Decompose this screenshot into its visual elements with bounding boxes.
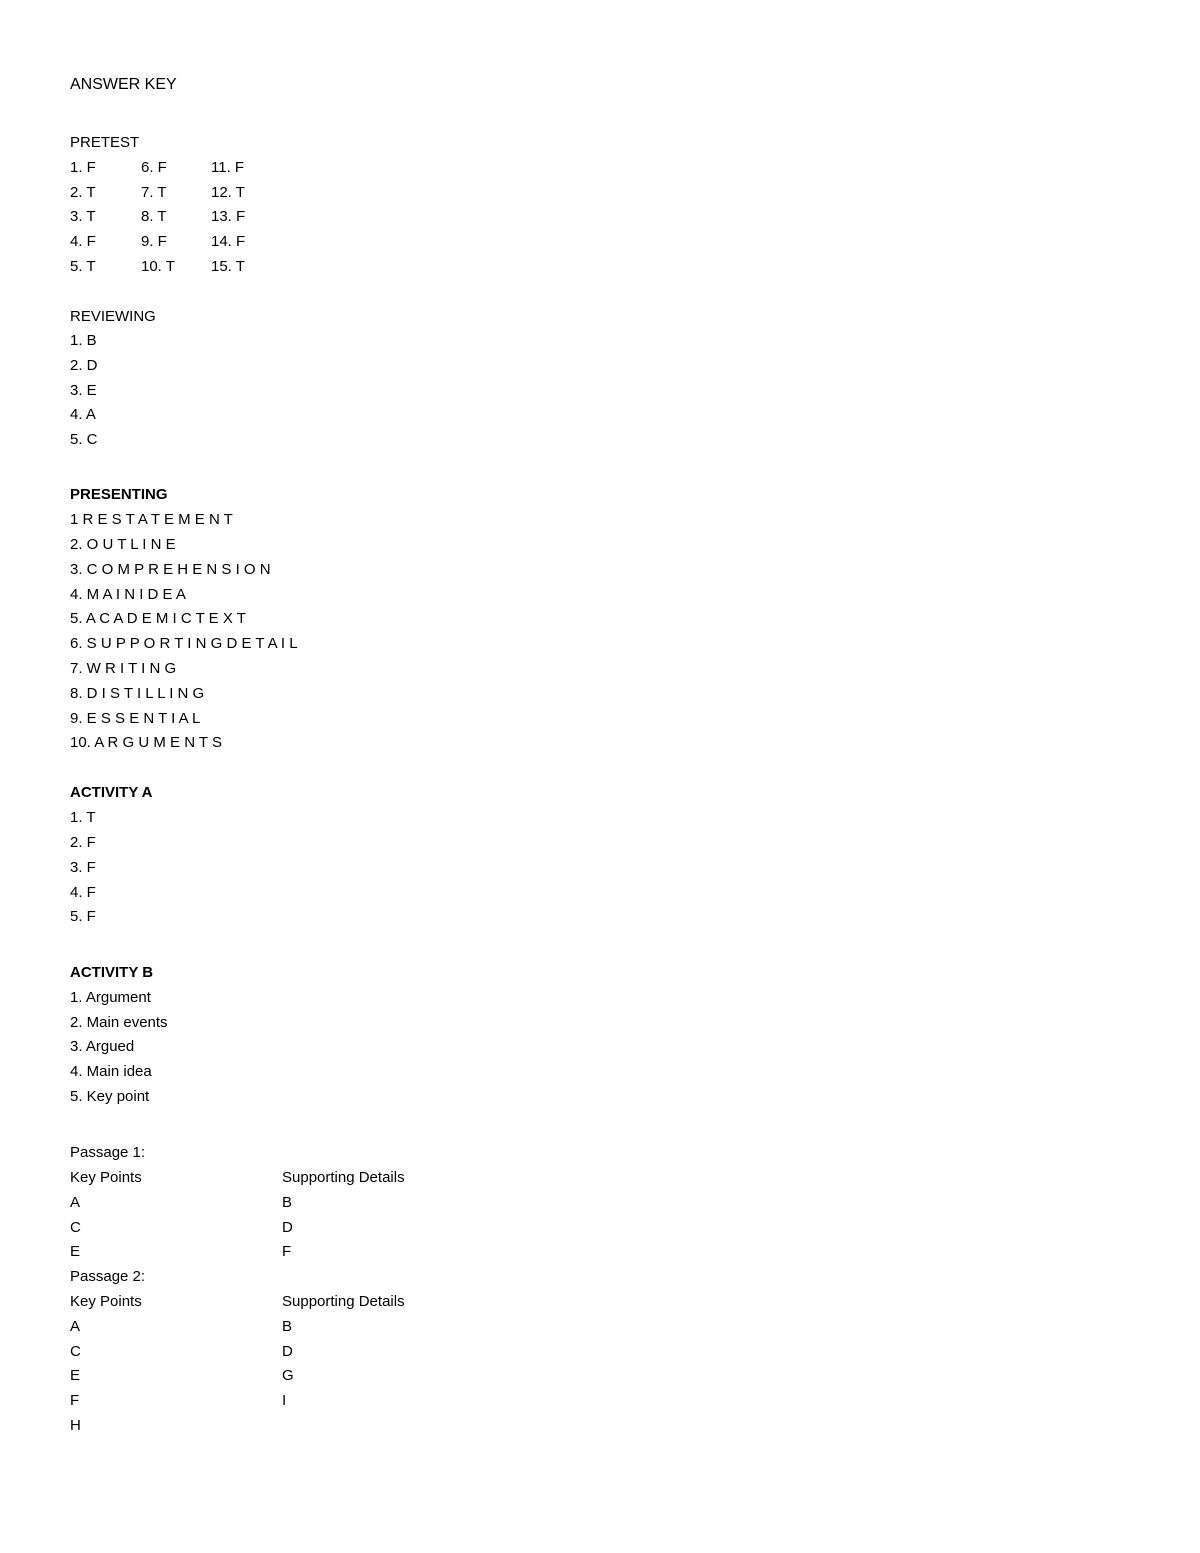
passage-2-supporting-detail: G: [282, 1367, 294, 1384]
activity-b-heading: ACTIVITY B: [70, 964, 154, 981]
reviewing-answer: 1. B: [70, 332, 97, 349]
pretest-answer: 5. T: [70, 258, 96, 275]
passage-1-key-point: C: [70, 1219, 81, 1236]
activity-b-answer: 3. Argued: [70, 1038, 135, 1055]
pretest-answer: 2. T: [70, 184, 96, 201]
pretest-heading: PRETEST: [70, 134, 140, 151]
passage-2-key-point: H: [70, 1417, 81, 1434]
page-title: ANSWER KEY: [70, 76, 177, 93]
passage-2-supporting-header: Supporting Details: [282, 1293, 405, 1310]
passage-1-supporting-detail: D: [282, 1219, 293, 1236]
activity-a-answer: 2. F: [70, 834, 96, 851]
presenting-answer: 1 R E S T A T E M E N T: [70, 511, 233, 528]
pretest-answer: 3. T: [70, 208, 96, 225]
passage-2-supporting-detail: B: [282, 1318, 293, 1335]
presenting-heading: PRESENTING: [70, 486, 168, 503]
passage-1-key-point: E: [70, 1243, 81, 1260]
reviewing-answer: 2. D: [70, 357, 98, 374]
pretest-answer: 14. F: [211, 233, 246, 250]
passage-2-key-point: C: [70, 1343, 81, 1360]
pretest-answer: 1. F: [70, 159, 96, 176]
reviewing-heading: REVIEWING: [70, 308, 156, 325]
presenting-answer: 9. E S S E N T I A L: [70, 710, 201, 727]
passage-1-key-points-header: Key Points: [70, 1169, 142, 1186]
presenting-answer: 4. M A I N I D E A: [70, 586, 186, 603]
activity-b-answer: 4. Main idea: [70, 1063, 152, 1080]
presenting-answer: 6. S U P P O R T I N G D E T A I L: [70, 635, 298, 652]
pretest-answer: 8. T: [141, 208, 167, 225]
reviewing-answer: 4. A: [70, 406, 96, 423]
presenting-answer: 10. A R G U M E N T S: [70, 734, 222, 751]
pretest-answer: 13. F: [211, 208, 246, 225]
activity-b-answer: 5. Key point: [70, 1088, 150, 1105]
pretest-answer: 4. F: [70, 233, 96, 250]
passage-1-supporting-header: Supporting Details: [282, 1169, 405, 1186]
pretest-answer: 12. T: [211, 184, 245, 201]
passage-2-key-point: A: [70, 1318, 81, 1335]
presenting-answer: 3. C O M P R E H E N S I O N: [70, 561, 271, 578]
activity-a-answer: 5. F: [70, 908, 96, 925]
passage-2-key-point: F: [70, 1392, 80, 1409]
activity-a-answer: 4. F: [70, 884, 96, 901]
passage-2-label: Passage 2:: [70, 1268, 146, 1285]
passage-2-key-point: E: [70, 1367, 81, 1384]
passage-2-supporting-detail: I: [282, 1392, 287, 1409]
reviewing-answer: 3. E: [70, 382, 97, 399]
presenting-answer: 2. O U T L I N E: [70, 536, 176, 553]
activity-b-answer: 2. Main events: [70, 1014, 168, 1031]
reviewing-answer: 5. C: [70, 431, 98, 448]
pretest-answer: 9. F: [141, 233, 167, 250]
passage-2-supporting-detail: D: [282, 1343, 293, 1360]
passage-1-supporting-detail: F: [282, 1243, 292, 1260]
activity-b-answer: 1. Argument: [70, 989, 151, 1006]
pretest-answer: 11. F: [211, 159, 245, 176]
passage-1-label: Passage 1:: [70, 1144, 146, 1161]
passage-1-key-point: A: [70, 1194, 81, 1211]
passage-1-supporting-detail: B: [282, 1194, 293, 1211]
presenting-answer: 8. D I S T I L L I N G: [70, 685, 205, 702]
pretest-answer: 6. F: [141, 159, 167, 176]
activity-a-answer: 3. F: [70, 859, 96, 876]
pretest-answer: 7. T: [141, 184, 167, 201]
activity-a-heading: ACTIVITY A: [70, 784, 153, 801]
activity-a-answer: 1. T: [70, 809, 96, 826]
pretest-answer: 10. T: [141, 258, 175, 275]
passage-2-key-points-header: Key Points: [70, 1293, 142, 1310]
presenting-answer: 5. A C A D E M I C T E X T: [70, 610, 246, 627]
pretest-answer: 15. T: [211, 258, 245, 275]
presenting-answer: 7. W R I T I N G: [70, 660, 177, 677]
